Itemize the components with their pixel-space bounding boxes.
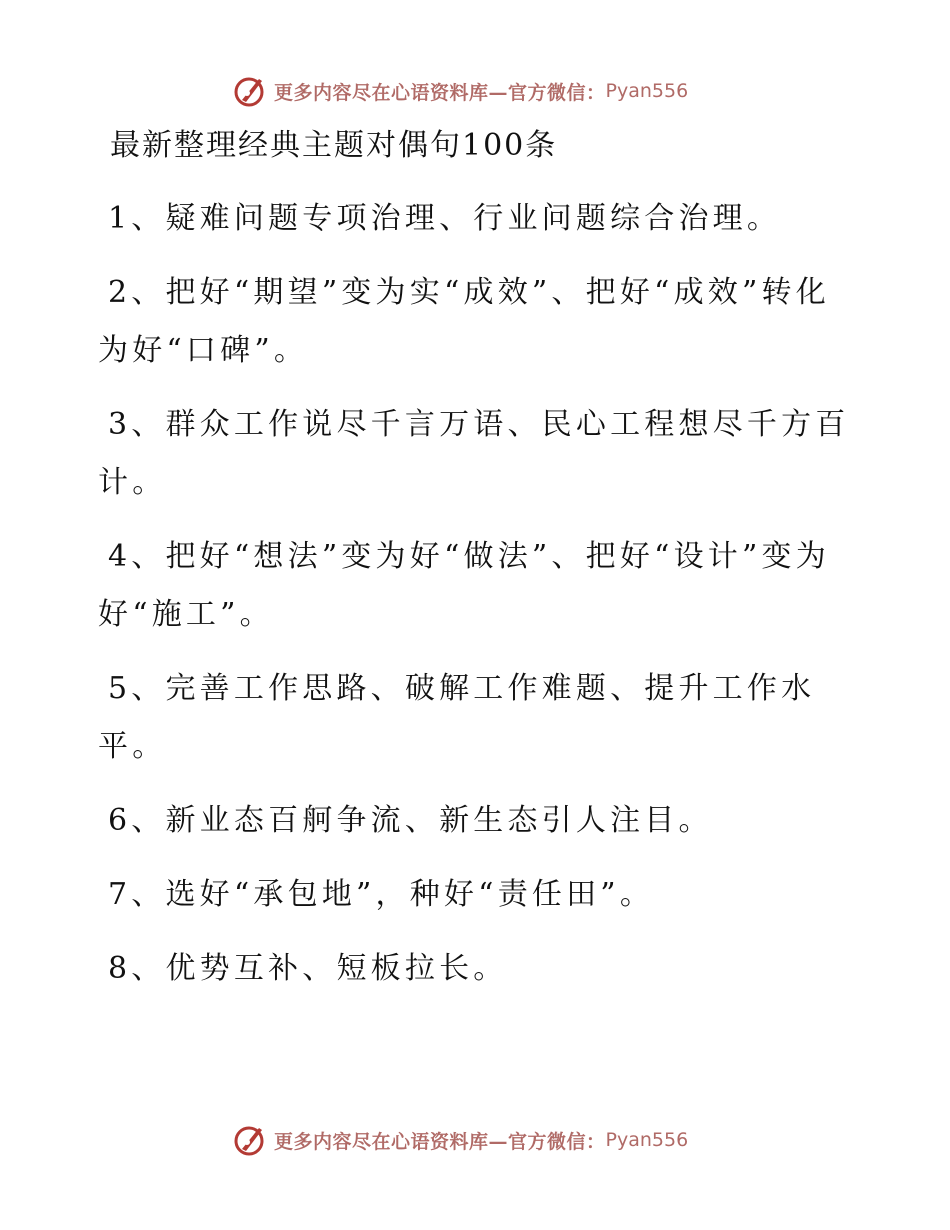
watermark-handle: Pyan556 xyxy=(605,1129,689,1151)
list-item: 5、完善工作思路、破解工作难题、提升工作水平。 xyxy=(98,671,816,764)
list-item: 7、选好“承包地”，种好“责任田”。 xyxy=(108,877,655,912)
watermark-text: 更多内容尽在心语资料库—官方微信： xyxy=(274,81,606,104)
list-item: 4、把好“想法”变为好“做法”、把好“设计”变为好“施工”。 xyxy=(98,539,830,632)
watermark-handle: Pyan556 xyxy=(605,80,689,102)
item-list xyxy=(98,190,858,1014)
list-item: 2、把好“期望”变为实“成效”、把好“成效”转化为好“口碑”。 xyxy=(98,275,830,368)
list-item: 3、群众工作说尽千言万语、民心工程想尽千方百计。 xyxy=(98,407,850,500)
document-title: 最新整理经典主题对偶句100条 xyxy=(110,128,558,163)
brush-circle-logo-icon xyxy=(232,73,268,109)
list-item: 8、优势互补、短板拉长。 xyxy=(108,951,508,986)
header-watermark xyxy=(232,71,688,111)
list-item: 6、新业态百舸争流、新生态引人注目。 xyxy=(108,803,713,838)
footer-watermark xyxy=(232,1120,688,1160)
watermark-text: 更多内容尽在心语资料库—官方微信： xyxy=(274,1130,606,1153)
list-item: 1、疑难问题专项治理、行业问题综合治理。 xyxy=(108,201,782,236)
brush-circle-logo-icon xyxy=(232,1122,268,1158)
